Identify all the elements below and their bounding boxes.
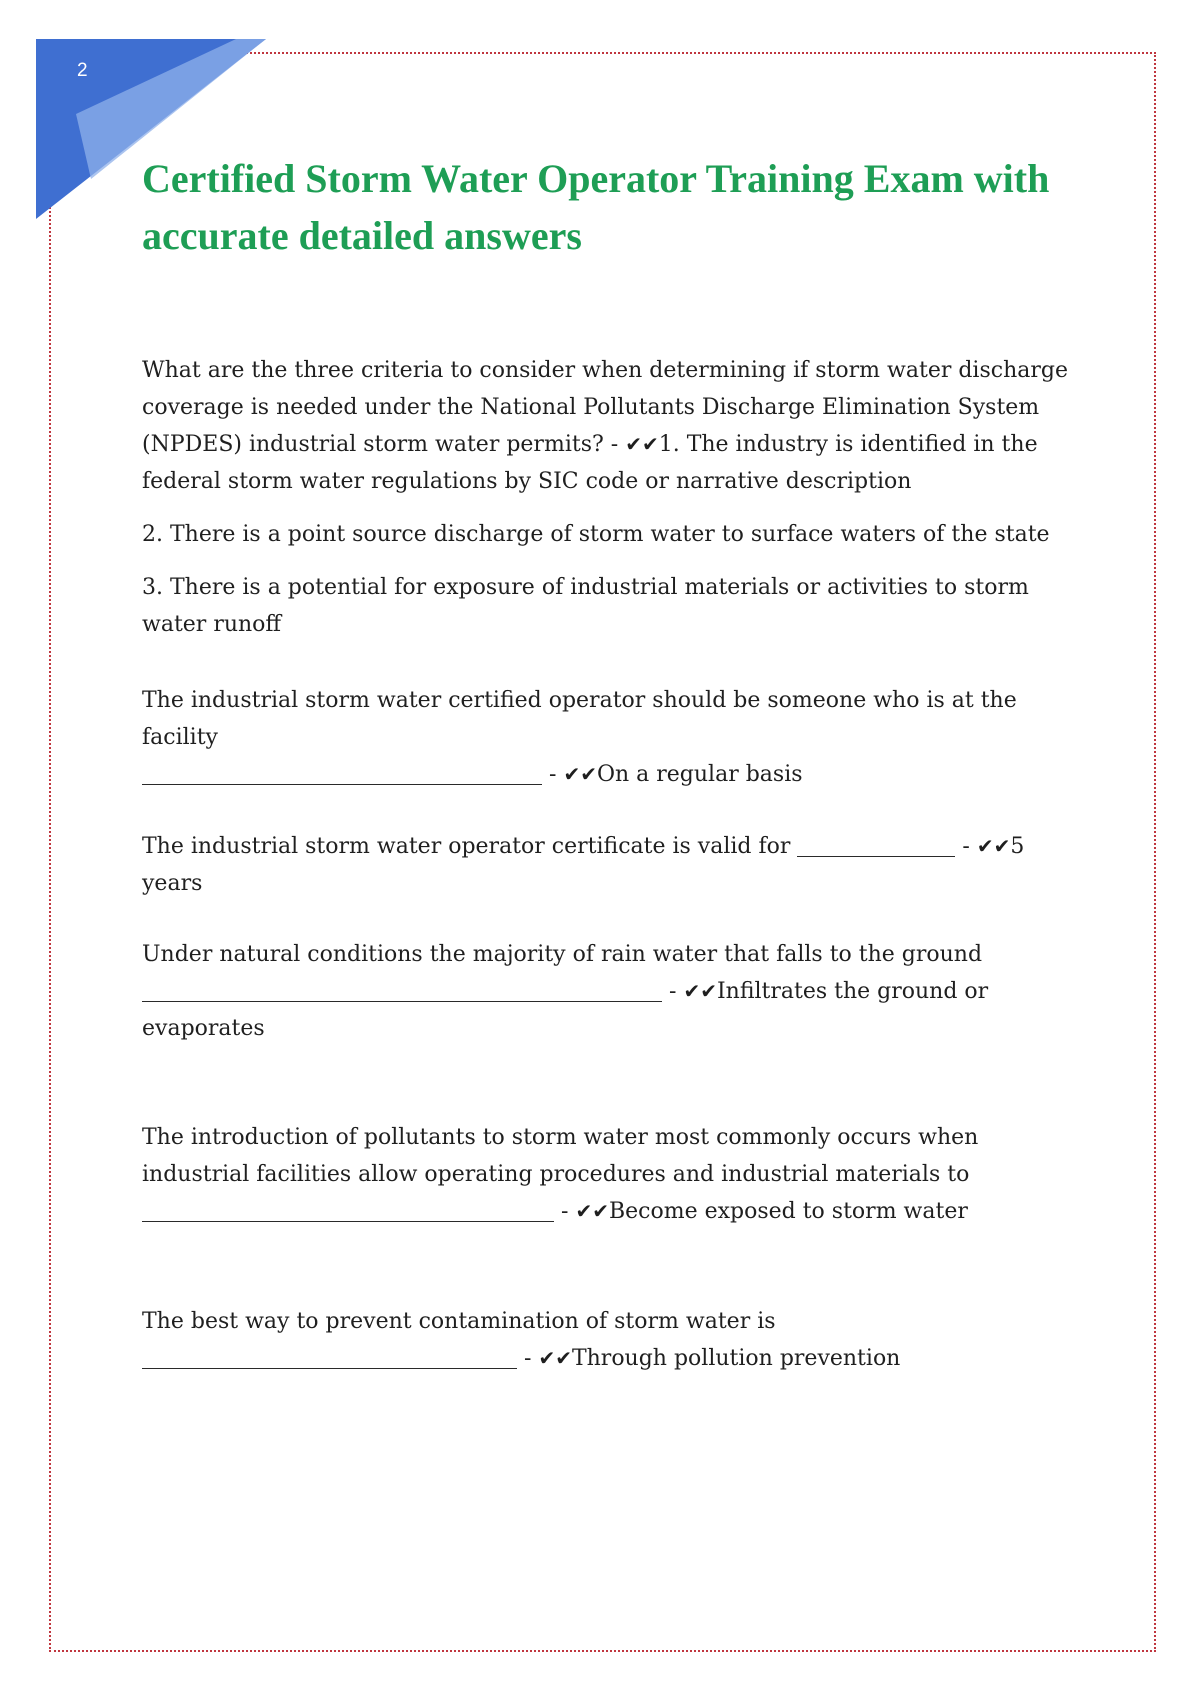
double-check-icon: ✔✔ [538,1346,572,1370]
answer-text: 5 years [142,834,1025,896]
qa-item-3 [142,828,1072,902]
qa-item-2 [142,682,1072,793]
qa-item-5 [142,1119,1072,1230]
qa-item-4 [142,936,1072,1047]
qa-answer-line: 2. There is a point source discharge of storm water to surface waters of the state [142,522,1050,547]
page-number: 2 [77,60,88,81]
dash: - [962,834,970,859]
question-text: The industrial storm water certified operator should be someone who is at the facility [142,688,1017,750]
double-check-icon: ✔✔ [683,979,717,1003]
answer-blank [142,1197,554,1222]
question-text: The best way to prevent contamination of storm water is [142,1309,776,1334]
dash: - [669,979,677,1004]
answer-blank [142,977,662,1002]
answer-text: 1. The industry is identified in the federal storm water regulations by SIC code or narrative description [142,432,1038,494]
qa-question [142,828,1072,902]
answer-blank [142,760,542,785]
dash: - [549,762,557,787]
qa-question [142,1119,1072,1230]
double-check-icon: ✔✔ [575,1199,609,1223]
question-text: What are the three criteria to consider when determining if storm water discharge coverage is needed under the National Pollutants Discharge Elimination System (NPDES) industrial storm water permits? - [142,358,1068,457]
question-text: Under natural conditions the majority of rain water that falls to the ground [142,942,983,967]
qa-question [142,1303,1072,1377]
answer-text: Infiltrates the ground or evaporates [142,979,989,1041]
qa-item-1 [142,352,1072,643]
qa-question [142,682,1072,793]
double-check-icon: ✔✔ [563,762,597,786]
document-title: Certified Storm Water Operator Training Exam with accurate detailed answers [142,156,1050,258]
double-check-icon: ✔✔ [976,834,1011,858]
answer-blank [142,1344,517,1369]
question-text: The industrial storm water operator certificate is valid for [142,834,791,859]
qa-question [142,936,1072,1047]
dash: - [561,1199,569,1224]
answer-text: On a regular basis [596,762,803,787]
qa-question [142,352,1072,500]
qa-answer-line: 3. There is a potential for exposure of industrial materials or activities to storm water runoff [142,575,1029,637]
qa-item-6 [142,1303,1072,1377]
double-check-icon: ✔✔ [625,432,659,456]
question-text: The introduction of pollutants to storm water most commonly occurs when industrial facilities allow operating procedures and industrial materials to [142,1125,979,1187]
answer-blank [797,832,955,857]
answer-text: Become exposed to storm water [608,1199,968,1224]
dash: - [524,1346,532,1371]
answer-text: Through pollution prevention [571,1346,901,1371]
